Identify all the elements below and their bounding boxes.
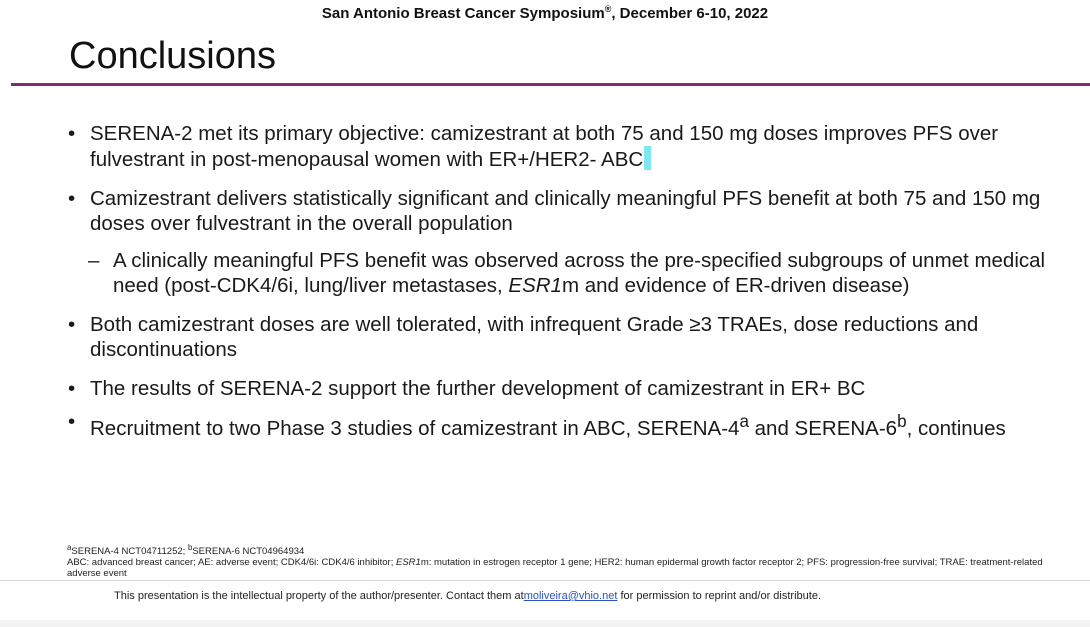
bullet-primary-objective [68,121,1068,172]
bullet-tolerability [68,312,1068,362]
subbullet-subgroups [68,248,1068,298]
footnote-sup-b: b [187,543,193,552]
bullet-icon: • [68,122,76,145]
title-divider [11,83,1090,86]
footnote-sup-a: a [67,543,72,552]
conference-dates: , December 6-10, 2022 [611,5,769,22]
text-cursor [644,146,651,170]
footnote-trial-a: SERENA-4 NCT04711252; [71,546,188,558]
bullet-text-pre: Recruitment to two Phase 3 studies of camizestrant in ABC, SERENA-4 [90,416,740,440]
bullet-icon: • [68,377,76,400]
footnote-abbreviations [67,557,1077,579]
dash-icon: – [88,249,100,272]
abbreviations-post: m: mutation in estrogen receptor 1 gene; HER2: human epidermal growth factor receptor 2; PFS: progression-free survival; TRAE: treatment-related adverse event [67,557,1043,580]
subbullet-text-post: m and evidence of ER-driven disease) [561,274,910,297]
footnote-trials [67,542,1077,557]
conference-header [0,0,1090,23]
abbreviations-italic: ESR1 [395,557,421,569]
conclusions-list [68,121,1068,455]
bullet-text-mid: and SERENA-6 [748,416,898,440]
bullet-text: The results of SERENA-2 support the further development of camizestrant in ER+ BC [90,377,866,400]
conference-name: San Antonio Breast Cancer Symposium [321,5,605,22]
copyright-pre: This presentation is the intellectual property of the author/presenter. Contact them at [114,590,524,602]
bullet-text: SERENA-2 met its primary objective: camizestrant at both 75 and 150 mg doses improves PFS over fulvestrant in post-menopausal women with ER+/HER2- ABC [90,122,999,171]
bullet-icon: • [68,410,76,433]
registered-mark: ® [604,4,612,14]
bullet-phase3-recruitment [68,409,1068,441]
footnotes [67,542,1077,579]
bottom-band [0,620,1090,627]
bullet-text: Both camizestrant doses are well tolerated, with infrequent Grade ≥3 TRAEs, dose reductions and discontinuations [90,313,979,361]
copyright-post: for permission to reprint and/or distribute. [617,590,821,602]
copyright-notice [114,590,821,603]
subbullet-text-pre: A clinically meaningful PFS benefit was observed across the pre-specified subgroups of unmet medical need (post-CDK4/6i, lung/liver metastases, [113,249,1046,297]
bullet-text-post: , continues [906,416,1006,440]
abbreviations-pre: ABC: advanced breast cancer; AE: adverse event; CDK4/6i: CDK4/6 inhibitor; [67,557,396,569]
footnote-trial-b: SERENA-6 NCT04964934 [192,546,305,558]
bullet-text: Camizestrant delivers statistically significant and clinically meaningful PFS benefit at both 75 and 150 mg doses over fulvestrant in the overall population [90,187,1041,235]
slide-title: Conclusions [69,35,276,77]
footnote-ref-a: a [739,412,749,431]
footnote-ref-b: b [897,412,907,431]
contact-email-link[interactable]: moliveira@vhio.net [523,590,618,602]
bullet-icon: • [68,313,76,336]
bullet-pfs-benefit [68,186,1068,236]
bullet-further-development [68,376,1068,401]
bullet-icon: • [68,187,76,210]
footer-divider [0,580,1090,581]
subbullet-italic: ESR1 [508,274,562,297]
